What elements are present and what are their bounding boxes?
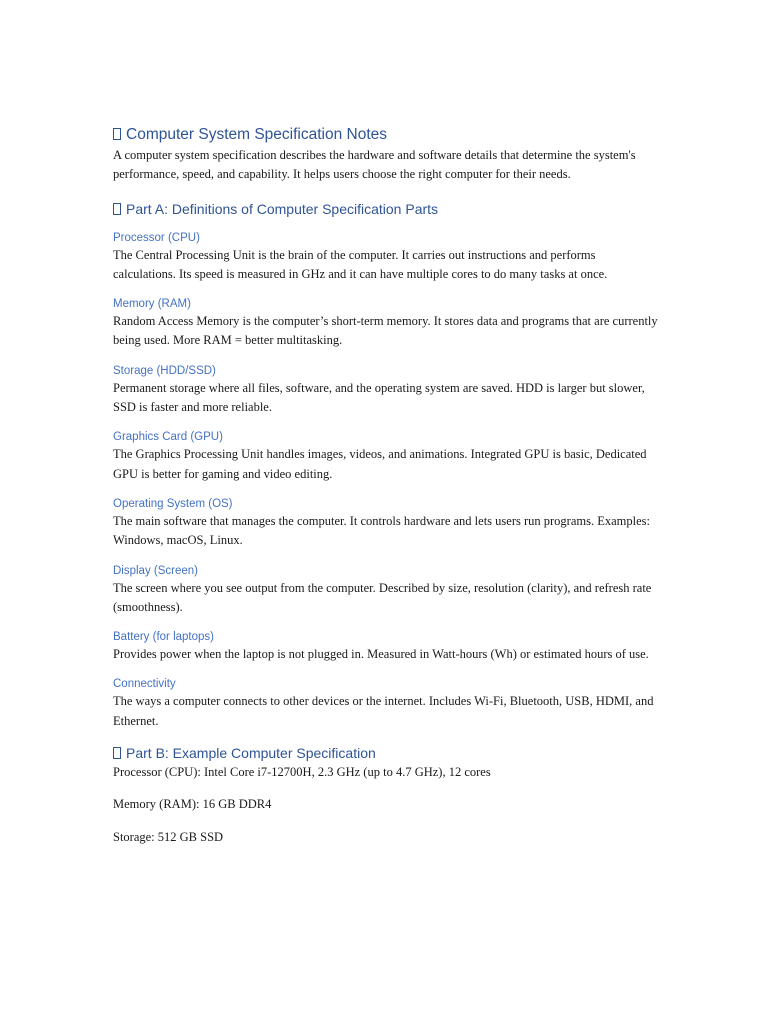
- document-title: [113, 124, 658, 146]
- document-page: [113, 124, 658, 847]
- term-heading: Graphics Card (GPU): [113, 431, 223, 444]
- term-heading: Display (Screen): [113, 564, 198, 577]
- definition-gpu: [113, 429, 658, 484]
- definition-battery: [113, 629, 658, 664]
- term-definition: Provides power when the laptop is not plugged in. Measured in Watt-hours (Wh) or estimated hours of use.: [113, 647, 649, 662]
- term-definition: The main software that manages the computer. It controls hardware and lets users run programs. Examples: Windows, macOS, Linux.: [113, 513, 650, 548]
- term-definition: The Central Processing Unit is the brain of the computer. It carries out instructions and performs calculations. Its speed is measured in GHz and it can have multiple cores to do many tasks at once.: [113, 247, 608, 281]
- definition-storage: [113, 363, 658, 418]
- spec-line-ram: Memory (RAM): 16 GB DDR4: [113, 797, 272, 812]
- term-heading: Processor (CPU): [113, 231, 200, 244]
- term-heading: Connectivity: [113, 678, 176, 691]
- term-heading: Memory (RAM): [113, 298, 191, 311]
- definition-display: [113, 563, 658, 618]
- term-definition: The ways a computer connects to other devices or the internet. Includes Wi-Fi, Bluetooth, USB, HDMI, and Ethernet.: [113, 694, 654, 728]
- part-a-heading: [113, 199, 658, 219]
- definition-connectivity: [113, 676, 658, 731]
- definition-cpu: [113, 230, 658, 285]
- definition-os: [113, 496, 658, 551]
- term-definition: Random Access Memory is the computer’s short-term memory. It stores data and programs that are currently being used. More RAM = better multitasking.: [113, 314, 658, 348]
- definitions-list: [113, 230, 658, 731]
- part-b-heading-text: Part B: Example Computer Specification: [126, 745, 376, 762]
- term-definition: The Graphics Processing Unit handles images, videos, and animations. Integrated GPU is basic, Dedicated GPU is better for gaming and video editing.: [113, 447, 647, 481]
- missing-glyph-icon: [113, 203, 121, 215]
- spec-line-storage: Storage: 512 GB SSD: [113, 829, 224, 844]
- term-heading: Storage (HDD/SSD): [113, 364, 216, 377]
- document-title-text: Computer System Specification Notes: [126, 126, 388, 143]
- missing-glyph-icon: [113, 747, 121, 759]
- term-heading: Operating System (OS): [113, 497, 233, 510]
- missing-glyph-icon: [113, 128, 121, 140]
- term-definition: The screen where you see output from the computer. Described by size, resolution (clarity), and refresh rate (smoothness).: [113, 580, 652, 614]
- term-heading: Battery (for laptops): [113, 631, 214, 644]
- definition-ram: [113, 296, 658, 351]
- part-a-heading-text: Part A: Definitions of Computer Specification Parts: [126, 200, 439, 217]
- term-definition: Permanent storage where all files, software, and the operating system are saved. HDD is larger but slower, SSD is faster and more reliable.: [113, 380, 645, 415]
- intro-paragraph: A computer system specification describes the hardware and software details that determine the system's performance, speed, and capability. It helps users choose the right computer for their needs.: [113, 148, 636, 182]
- spec-line-cpu: Processor (CPU): Intel Core i7-12700H, 2.3 GHz (up to 4.7 GHz), 12 cores: [113, 765, 491, 780]
- part-b-heading: [113, 743, 658, 763]
- example-spec-list: [113, 763, 658, 847]
